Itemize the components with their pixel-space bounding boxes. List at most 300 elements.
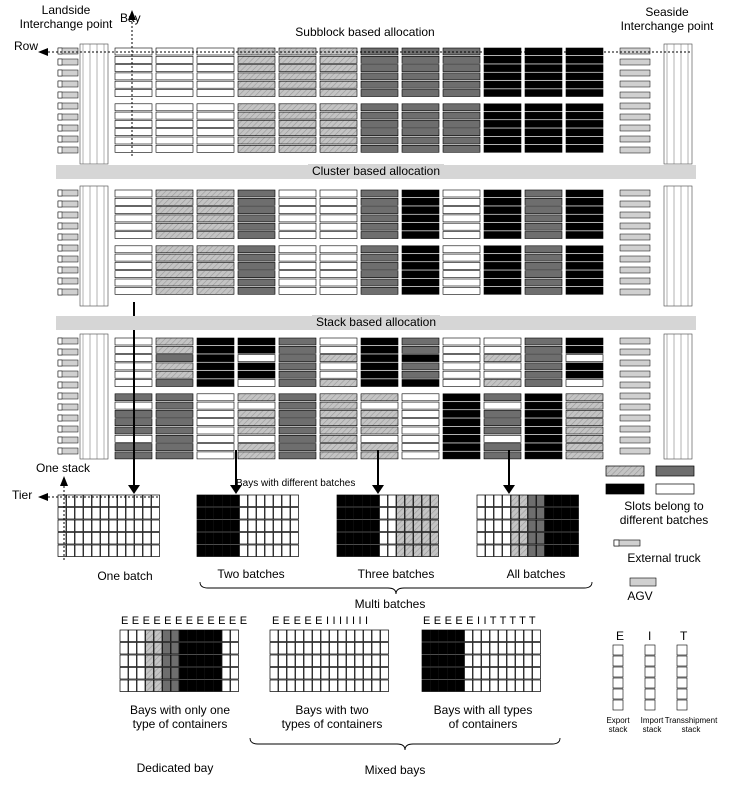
agv <box>620 349 650 355</box>
all-batches-cell <box>503 508 511 520</box>
legend-truck-cab <box>614 540 619 546</box>
cluster-slot <box>525 215 562 222</box>
two-types-cell <box>304 655 312 667</box>
stack-slot <box>402 355 439 362</box>
subblock-slot <box>279 129 316 136</box>
stack-slot <box>402 363 439 370</box>
subblock-slot <box>156 104 193 111</box>
dedicated-cell <box>231 630 239 642</box>
mixed-bays-brace <box>250 738 560 750</box>
stack-slot <box>156 402 193 409</box>
all-types-cell <box>456 643 464 655</box>
cluster-slot <box>484 271 521 278</box>
stack-slot <box>279 410 316 417</box>
cluster-slot <box>443 198 480 205</box>
stack-column-cell <box>645 678 655 688</box>
three-batches-cell <box>431 533 439 545</box>
all-batches-cell <box>537 533 545 545</box>
all-batches-cell <box>545 545 553 557</box>
three-batches-cell <box>422 545 430 557</box>
stack-slot <box>361 419 398 426</box>
cluster-slot <box>443 287 480 294</box>
dedicated-cell <box>197 655 205 667</box>
cluster-slot <box>279 232 316 239</box>
dedicated-cell <box>231 655 239 667</box>
two-types-cell <box>330 655 338 667</box>
dedicated-cell <box>214 643 222 655</box>
three-batches-cell <box>371 520 379 532</box>
cluster-slot <box>525 190 562 197</box>
all-batches-cell <box>545 533 553 545</box>
dedicated-cell <box>137 668 145 680</box>
stack-slot <box>443 371 480 378</box>
subblock-slot <box>115 137 152 144</box>
stack-slot <box>566 346 603 353</box>
stack-slot <box>402 346 439 353</box>
row-label: Row <box>14 39 39 53</box>
three-batches-cell <box>354 520 362 532</box>
cluster-slot <box>402 254 439 261</box>
three-batches-cell <box>363 520 371 532</box>
stack-column-cell <box>613 645 623 655</box>
two-batches-cell <box>291 508 299 520</box>
cluster-slot <box>361 190 398 197</box>
all-types-cell <box>456 680 464 692</box>
subblock-slot <box>279 137 316 144</box>
cluster-slot <box>320 246 357 253</box>
subblock-slot <box>320 129 357 136</box>
stack-slot <box>156 371 193 378</box>
one-batch-cell <box>135 508 143 520</box>
stack-slot <box>279 346 316 353</box>
subblock-slot <box>484 90 521 97</box>
stack-slot <box>361 338 398 345</box>
stack-slot <box>402 427 439 434</box>
cluster-slot <box>238 198 275 205</box>
three-batches-cell <box>337 495 345 507</box>
stack-column-cell <box>677 656 687 666</box>
one-batch-cell <box>109 545 117 557</box>
three-batches-cell <box>397 520 405 532</box>
three-batches-cell <box>397 495 405 507</box>
two-types-cell <box>279 655 287 667</box>
cluster-slot <box>361 271 398 278</box>
cluster-slot <box>238 271 275 278</box>
subblock-slot <box>525 73 562 80</box>
truck-cab <box>58 393 62 399</box>
truck-cab <box>58 371 62 377</box>
cluster-label: Cluster based allocation <box>308 164 444 178</box>
dedicated-cell <box>137 680 145 692</box>
truck-cab <box>58 256 62 262</box>
all-types-cell <box>465 680 473 692</box>
dedicated-cell <box>180 680 188 692</box>
stack-slot <box>361 346 398 353</box>
stack-slot <box>320 338 357 345</box>
subblock-slot <box>443 73 480 80</box>
all-types-cell <box>490 655 498 667</box>
cluster-slot <box>361 287 398 294</box>
one-batch-cell <box>92 533 100 545</box>
subblock-slot <box>197 145 234 152</box>
agv <box>620 371 650 377</box>
one-batch-cell <box>101 545 109 557</box>
three-batches-cell <box>422 520 430 532</box>
dedicated-cell <box>222 630 230 642</box>
two-types-cell <box>355 680 363 692</box>
cluster-slot <box>238 246 275 253</box>
cluster-slot <box>279 262 316 269</box>
one-batch-label: One batch <box>97 569 153 583</box>
two-types-cell <box>321 630 329 642</box>
stack-label: Stack based allocation <box>312 315 440 329</box>
all-batches-cell <box>528 533 536 545</box>
dedicated-cell <box>154 643 162 655</box>
all-batches-cell <box>554 545 562 557</box>
all-types-header: E E E E E I I T T T T T <box>423 615 536 627</box>
dedicated-cell <box>129 643 137 655</box>
all-batches-cell <box>520 520 528 532</box>
three-batches-cell <box>431 508 439 520</box>
stack-slot <box>238 444 275 451</box>
all-types-cell <box>490 680 498 692</box>
truck-cab <box>58 245 62 251</box>
three-batches-cell <box>422 533 430 545</box>
subblock-slot <box>279 112 316 119</box>
all-types-cell <box>524 643 532 655</box>
agv <box>620 360 650 366</box>
dedicated-cell <box>214 668 222 680</box>
one-batch-cell <box>126 545 134 557</box>
three-batches-cell <box>346 545 354 557</box>
two-types-cell <box>304 630 312 642</box>
two-types-cell <box>381 630 389 642</box>
two-batches-cell <box>257 533 265 545</box>
three-batches-cell <box>380 495 388 507</box>
one-batch-cell <box>101 533 109 545</box>
dedicated-cell <box>197 680 205 692</box>
two-types-cell <box>347 680 355 692</box>
subblock-slot <box>238 137 275 144</box>
stack-slot <box>525 371 562 378</box>
subblock-slot <box>402 73 439 80</box>
stack-slot <box>361 371 398 378</box>
all-batches-cell <box>503 533 511 545</box>
truck-cab <box>58 426 62 432</box>
cluster-slot <box>484 223 521 230</box>
bays-different-label: Bays with different batches <box>236 478 356 489</box>
two-types-cell <box>304 668 312 680</box>
cluster-slot <box>197 190 234 197</box>
three-batches-cell <box>405 520 413 532</box>
all-types-cell <box>482 643 490 655</box>
agv <box>620 437 650 443</box>
dedicated-cell <box>146 668 154 680</box>
cluster-slot <box>238 190 275 197</box>
all-batches-cell <box>554 520 562 532</box>
import-letter: I <box>648 629 652 643</box>
subblock-slot <box>197 120 234 127</box>
stack-slot <box>402 452 439 459</box>
stack-slot <box>238 346 275 353</box>
stack-slot <box>320 380 357 387</box>
all-types-cell <box>490 630 498 642</box>
stack-slot <box>238 394 275 401</box>
stack-slot <box>525 338 562 345</box>
two-batches-cell <box>291 533 299 545</box>
cluster-slot <box>525 262 562 269</box>
cluster-slot <box>115 279 152 286</box>
stack-slot <box>525 410 562 417</box>
stack-slot <box>156 355 193 362</box>
three-batches-cell <box>346 508 354 520</box>
stack-slot <box>197 363 234 370</box>
all-batches-cell <box>537 495 545 507</box>
subblock-slot <box>361 90 398 97</box>
one-batch-cell <box>75 520 83 532</box>
stack-column-cell <box>645 645 655 655</box>
stack-slot <box>320 346 357 353</box>
stack-column-cell <box>613 678 623 688</box>
subblock-slot <box>279 104 316 111</box>
two-types-cell <box>381 668 389 680</box>
bay-label: Bay <box>120 11 141 25</box>
two-batches-cell <box>291 545 299 557</box>
subblock-slot <box>320 145 357 152</box>
stack-slot <box>566 394 603 401</box>
trans-stack-label: Transshipment stack <box>664 716 718 735</box>
two-types-cell <box>270 630 278 642</box>
all-batches-cell <box>511 495 519 507</box>
truck-cab <box>58 289 62 295</box>
stack-slot <box>279 402 316 409</box>
cluster-slot <box>279 246 316 253</box>
two-types-cell <box>321 680 329 692</box>
agv <box>620 289 650 295</box>
subblock-slot <box>443 81 480 88</box>
stack-slot <box>484 394 521 401</box>
stack-slot <box>566 410 603 417</box>
all-batches-cell <box>562 533 570 545</box>
dedicated-cell <box>222 680 230 692</box>
subblock-slot <box>156 145 193 152</box>
all-types-cell <box>431 680 439 692</box>
all-batches-cell <box>545 495 553 507</box>
subblock-slot <box>115 90 152 97</box>
truck-cab <box>58 81 62 87</box>
subblock-slot <box>156 90 193 97</box>
one-batch-cell <box>67 533 75 545</box>
all-batches-cell <box>554 495 562 507</box>
two-batches-cell <box>274 533 282 545</box>
subblock-slot <box>320 120 357 127</box>
cluster-slot <box>361 279 398 286</box>
cluster-slot <box>566 254 603 261</box>
three-batches-cell <box>346 533 354 545</box>
all-batches-cell <box>486 495 494 507</box>
stack-slot <box>525 346 562 353</box>
stack-slot <box>279 419 316 426</box>
cluster-slot <box>197 271 234 278</box>
stack-slot <box>443 402 480 409</box>
stack-slot <box>566 355 603 362</box>
cluster-slot <box>484 215 521 222</box>
two-batches-cell <box>257 508 265 520</box>
dedicated-cell <box>205 680 213 692</box>
truck-cab <box>58 448 62 454</box>
two-batches-cell <box>248 545 256 557</box>
stack-slot <box>484 380 521 387</box>
cluster-slot <box>484 287 521 294</box>
truck-cab <box>58 415 62 421</box>
stack-slot <box>156 338 193 345</box>
dedicated-cell <box>205 643 213 655</box>
one-batch-cell <box>118 520 126 532</box>
stack-slot <box>484 410 521 417</box>
one-batch-cell <box>126 533 134 545</box>
two-batches-cell <box>214 495 222 507</box>
stack-slot <box>197 346 234 353</box>
all-batches-cell <box>537 520 545 532</box>
stack-slot <box>197 444 234 451</box>
all-types-cell <box>439 630 447 642</box>
dedicated-cell <box>154 680 162 692</box>
stack-slot <box>238 419 275 426</box>
subblock-slot <box>443 129 480 136</box>
subblock-slot <box>115 65 152 72</box>
subblock-slot <box>238 145 275 152</box>
cluster-slot <box>320 254 357 261</box>
subblock-slot <box>279 65 316 72</box>
legend-black <box>606 484 644 494</box>
stack-slot <box>156 435 193 442</box>
subblock-slot <box>238 120 275 127</box>
two-batches-cell <box>265 533 273 545</box>
agv <box>620 125 650 131</box>
two-types-cell <box>381 655 389 667</box>
truck-cab <box>58 349 62 355</box>
three-batches-cell <box>346 520 354 532</box>
one-batch-cell <box>135 545 143 557</box>
one-batch-cell <box>126 520 134 532</box>
dedicated-cell <box>188 680 196 692</box>
three-batches-cell <box>371 508 379 520</box>
all-batches-cell <box>494 545 502 557</box>
all-types-cell <box>422 630 430 642</box>
cluster-slot <box>402 287 439 294</box>
subblock-slot <box>320 90 357 97</box>
subblock-slot <box>115 129 152 136</box>
dedicated-cell <box>137 643 145 655</box>
all-batches-cell <box>503 520 511 532</box>
three-batches-cell <box>363 533 371 545</box>
subblock-slot <box>320 73 357 80</box>
two-types-cell <box>355 655 363 667</box>
cluster-slot <box>443 207 480 214</box>
agv <box>620 201 650 207</box>
two-batches-cell <box>291 495 299 507</box>
stack-slot <box>197 419 234 426</box>
subblock-slot <box>238 81 275 88</box>
subblock-slot <box>402 137 439 144</box>
dedicated-cell <box>120 668 128 680</box>
subblock-slot <box>361 104 398 111</box>
subblock-slot <box>402 104 439 111</box>
cluster-slot <box>279 271 316 278</box>
cluster-slot <box>566 207 603 214</box>
subblock-slot <box>156 73 193 80</box>
cluster-slot <box>156 287 193 294</box>
all-batches-cell <box>486 545 494 557</box>
three-batches-cell <box>354 533 362 545</box>
dedicated-cell <box>188 668 196 680</box>
legend-agv <box>630 578 656 586</box>
stack-slot <box>566 363 603 370</box>
all-types-cell <box>482 668 490 680</box>
subblock-slot <box>279 73 316 80</box>
all-batches-cell <box>494 520 502 532</box>
all-types-cell <box>422 668 430 680</box>
three-batches-cell <box>363 508 371 520</box>
agv <box>620 404 650 410</box>
cluster-slot <box>156 254 193 261</box>
stack-slot <box>320 394 357 401</box>
cluster-slot <box>197 287 234 294</box>
dedicated-cell <box>146 643 154 655</box>
import-stack-label: Import stack <box>640 716 664 735</box>
stack-slot <box>320 444 357 451</box>
all-types-cell <box>473 630 481 642</box>
two-types-cell <box>364 680 372 692</box>
two-batches-cell <box>223 520 231 532</box>
all-batches-cell <box>545 520 553 532</box>
two-batches-cell <box>282 495 290 507</box>
subblock-slot <box>320 104 357 111</box>
two-types-cell <box>287 643 295 655</box>
cluster-slot <box>320 198 357 205</box>
stack-slot <box>402 410 439 417</box>
truck-cab <box>58 114 62 120</box>
subblock-slot <box>402 90 439 97</box>
dedicated-cell <box>129 655 137 667</box>
two-types-cell <box>270 668 278 680</box>
subblock-slot <box>402 112 439 119</box>
cluster-slot <box>238 223 275 230</box>
three-batches-cell <box>388 545 396 557</box>
stack-slot <box>402 444 439 451</box>
dedicated-cell <box>231 680 239 692</box>
all-types-cell <box>507 643 515 655</box>
subblock-slot <box>197 137 234 144</box>
dedicated-cell <box>146 655 154 667</box>
stack-slot <box>566 419 603 426</box>
stack-slot <box>402 338 439 345</box>
two-batches-cell <box>223 495 231 507</box>
all-batches-cell <box>537 545 545 557</box>
stack-slot <box>443 380 480 387</box>
dedicated-cell <box>129 630 137 642</box>
all-types-cell <box>422 655 430 667</box>
cluster-slot <box>566 232 603 239</box>
stack-slot <box>402 419 439 426</box>
stack-slot <box>279 444 316 451</box>
all-types-cell <box>507 680 515 692</box>
one-batch-cell <box>135 520 143 532</box>
dedicated-cell <box>129 668 137 680</box>
cluster-band <box>56 165 696 179</box>
all-batches-cell <box>511 533 519 545</box>
three-batches-label: Three batches <box>357 567 435 581</box>
